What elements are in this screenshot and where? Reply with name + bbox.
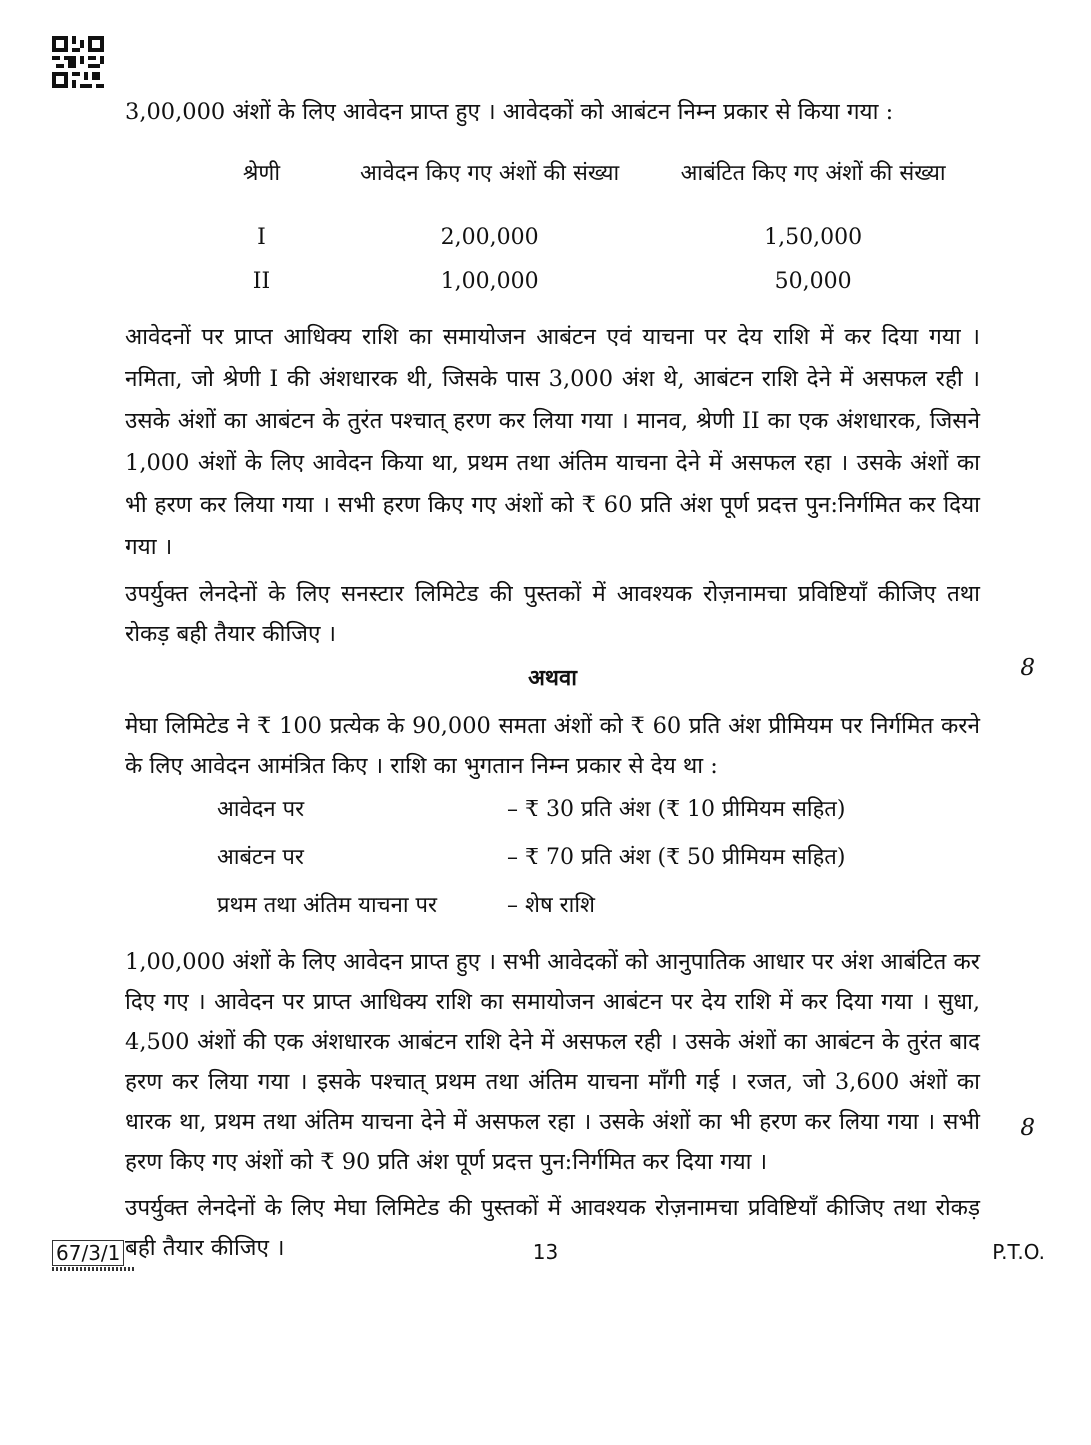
payment-label: आवेदन पर (217, 797, 305, 822)
share-allotment-table (195, 132, 975, 304)
alternate-question-paragraph: मेघा लिमिटेड ने ₹ 100 प्रत्येक के 90,000 समता अंशों को ₹ 60 प्रति अंश प्रीमियम पर निर्गमित करने के लिए आवेदन आमंत्रित किए । राशि का भुगतान निम्न प्रकार से देय था : (125, 713, 980, 779)
table-cell: 1,50,000 (764, 225, 863, 250)
table-cell: I (257, 225, 266, 250)
marks-label: 8 (1020, 1115, 1035, 1141)
qr-code (52, 36, 104, 88)
table-header-applied: आवेदन किए गए अंशों की संख्या (360, 161, 620, 186)
table-cell: 50,000 (774, 269, 852, 294)
payment-label: प्रथम तथा अंतिम याचना पर (217, 893, 438, 918)
instruction-paragraph-1: उपर्युक्त लेनदेनों के लिए सनस्टार लिमिटेड की पुस्तकों में आवश्यक रोज़नामचा प्रविष्टियाँ कीजिए तथा रोकड़ बही तैयार कीजिए । (125, 581, 980, 647)
forfeiture-paragraph: आवेदनों पर प्राप्त आधिक्य राशि का समायोजन आबंटन एवं याचना पर देय राशि में कर दिया गया । नमिता, जो श्रेणी I की अंशधारक थी, जिसके पास 3,000 अंश थे, आबंटन राशि देने में असफल रही । उसके अंशों का आबंटन के तुरंत पश्चात् हरण कर लिया गया । मानव, श्रेणी II का एक अंशधारक, जिसने 1,000 अंशों के लिए आवेदन किया था, प्रथम तथा अंतिम याचना देने में असफल रहा । उसके अंशों का भी हरण कर लिया गया । सभी हरण किए गए अंशों को ₹ 60 प्रति अंश पूर्ण प्रदत्त पुन:निर्गमित कर दिया गया । (125, 324, 980, 560)
table-row (217, 786, 845, 834)
payment-value: – शेष राशि (507, 893, 596, 918)
barcode-strip (52, 1267, 134, 1271)
marks-label: 8 (1020, 655, 1035, 681)
paper-code: 67/3/1 (52, 1240, 124, 1266)
instruction-paragraph-2: उपर्युक्त लेनदेनों के लिए मेघा लिमिटेड की पुस्तकों में आवश्यक रोज़नामचा प्रविष्टियाँ कीजिए तथा रोकड़ बही तैयार कीजिए । (125, 1195, 980, 1261)
payment-schedule-table (217, 786, 845, 930)
allotment-paragraph: 1,00,000 अंशों के लिए आवेदन प्राप्त हुए । सभी आवेदकों को आनुपातिक आधार पर अंश आबंटित कर दिए गए । आवेदन पर प्राप्त आधिक्य राशि का समायोजन आबंटन पर देय राशि में कर दिया गया । सुधा, 4,500 अंशों की एक अंशधारक आबंटन राशि देने में असफल रही । उसके अंशों का आबंटन के तुरंत बाद हरण कर लिया गया । इसके पश्चात् प्रथम तथा अंतिम याचना माँगी गई । रजत, जो 3,600 अंशों का धारक था, प्रथम तथा अंतिम याचना देने में असफल रहा । उसके अंशों का भी हरण कर लिया गया । सभी हरण किए गए अंशों को ₹ 90 प्रति अंश पूर्ण प्रदत्त पुन:निर्गमित कर दिया गया । (125, 949, 980, 1175)
table-row (217, 834, 845, 882)
table-header-allotted: आबंटित किए गए अंशों की संख्या (680, 161, 946, 186)
table-cell: 2,00,000 (440, 225, 539, 250)
table-cell: II (252, 269, 271, 294)
page-content (125, 92, 980, 1268)
question-intro-paragraph: 3,00,000 अंशों के लिए आवेदन प्राप्त हुए । आवेदकों को आबंटन निम्न प्रकार से किया गया : (125, 99, 894, 125)
pto-label: P.T.O. (992, 1240, 1045, 1264)
table-row (217, 882, 845, 930)
payment-value: – ₹ 70 प्रति अंश (₹ 50 प्रीमियम सहित) (507, 845, 846, 870)
payment-value: – ₹ 30 प्रति अंश (₹ 10 प्रीमियम सहित) (507, 797, 846, 822)
table-cell: 1,00,000 (440, 269, 539, 294)
page-number: 13 (532, 1240, 559, 1264)
payment-label: आबंटन पर (217, 845, 304, 870)
table-header-row (195, 132, 975, 216)
table-header-category: श्रेणी (242, 161, 281, 186)
table-row (195, 216, 975, 260)
table-row (195, 260, 975, 304)
or-heading: अथवा (528, 665, 577, 691)
